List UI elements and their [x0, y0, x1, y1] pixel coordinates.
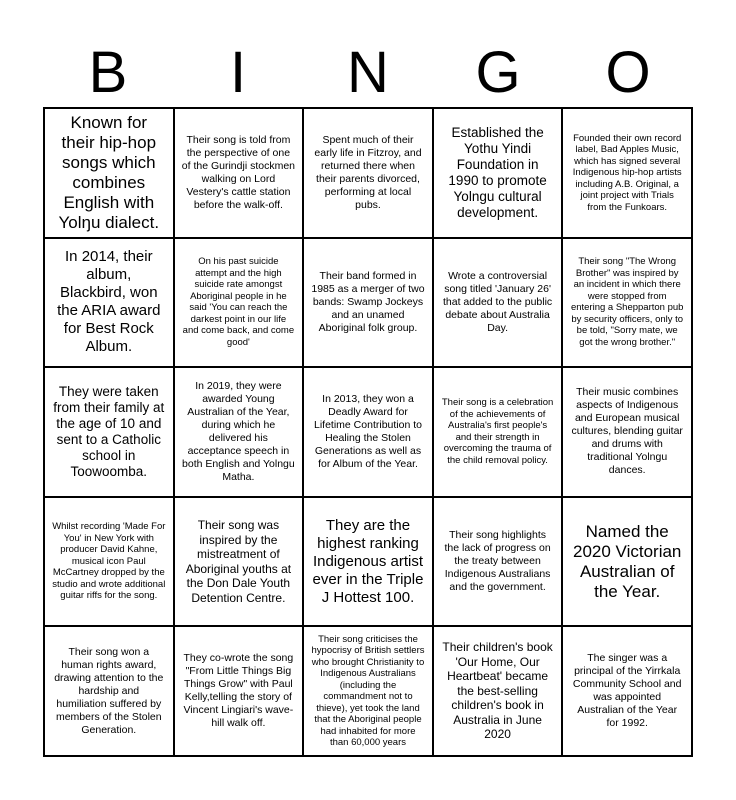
bingo-cell-r5-c1[interactable]	[44, 626, 174, 756]
bingo-cell-r5-c4[interactable]	[433, 626, 563, 756]
cell-text: Their song was inspired by the mistreatment of Aboriginal youths at the Don Dale Youth Detention Centre.	[185, 518, 292, 605]
cell-text: Named the 2020 Victorian Australian of the Year.	[573, 521, 682, 601]
bingo-cell-r5-c5[interactable]	[562, 626, 692, 756]
bingo-cell-r4-c5[interactable]	[562, 497, 692, 627]
bingo-cell-r5-c3[interactable]	[303, 626, 433, 756]
bingo-cell-r5-c2[interactable]	[174, 626, 304, 756]
bingo-cell-r3-c3[interactable]	[303, 367, 433, 497]
bingo-cell-r1-c4[interactable]	[433, 108, 563, 238]
cell-text: Their song highlights the lack of progress on the treaty between Indigenous Australians and the government.	[444, 529, 551, 594]
bingo-cell-r3-c2[interactable]	[174, 367, 304, 497]
bingo-cell-r3-c1[interactable]	[44, 367, 174, 497]
cell-text: Their band formed in 1985 as a merger of two bands: Swamp Jockeys and an unamed Aboriginal folk group.	[311, 269, 425, 334]
cell-text: They are the highest ranking Indigenous artist ever in the Triple J Hottest 100.	[312, 516, 424, 606]
bingo-cell-r1-c2[interactable]	[174, 108, 304, 238]
header-letter-i: I	[229, 40, 247, 105]
cell-text: Their music combines aspects of Indigenous and European musical cultures, blending guitar and drums with traditional Yolngu dances.	[571, 386, 683, 477]
cell-text: Founded their own record label, Bad Apples Music, which has signed several Indigenous hip-hop artists including A.B. Original, a joint project with Trials from the Funkoars.	[572, 132, 682, 213]
bingo-cell-r3-c4[interactable]	[433, 367, 563, 497]
cell-text: In 2013, they won a Deadly Award for Lifetime Contribution to Healing the Stolen Generations as well as for Album of the Year.	[314, 392, 422, 470]
bingo-cell-r2-c5[interactable]	[562, 238, 692, 368]
cell-text: Their children's book 'Our Home, Our Heartbeat' became the best-selling children's book in Australia in June 2020	[442, 640, 553, 742]
bingo-header	[43, 38, 693, 108]
cell-text: Their song won a human rights award, drawing attention to the hardship and humiliation suffered by members of the Stolen Generation.	[54, 645, 164, 736]
bingo-cell-r2-c1[interactable]	[44, 238, 174, 368]
header-letter-n: N	[347, 40, 389, 105]
cell-text: Spent much of their early life in Fitzroy, and returned there when their parents divorced, performing at local pubs.	[314, 133, 422, 211]
bingo-cell-r4-c4[interactable]	[433, 497, 563, 627]
bingo-cell-r4-c3[interactable]	[303, 497, 433, 627]
bingo-cell-r1-c3[interactable]	[303, 108, 433, 238]
bingo-cell-r2-c2[interactable]	[174, 238, 304, 368]
cell-text: Whilst recording 'Made For You' in New York with producer David Kahne, musical icon Paul McCartney dropped by the studio and wrote additional guitar riffs for the song.	[52, 521, 166, 602]
bingo-cell-r2-c3[interactable]	[303, 238, 433, 368]
cell-text: In 2019, they were awarded Young Australian of the Year, during which he delivered his acceptance speech in both English and Yolngu Matha.	[182, 379, 295, 483]
bingo-cell-r1-c5[interactable]	[562, 108, 692, 238]
cell-text: Wrote a controversial song titled 'January 26' that added to the public debate about Australia Day.	[443, 269, 553, 334]
cell-text: In 2014, their album, Blackbird, won the ARIA award for Best Rock Album.	[57, 248, 161, 356]
cell-text: Established the Yothu Yindi Foundation in 1990 to promote Yolngu cultural development.	[448, 124, 547, 220]
header-letter-o: O	[605, 40, 651, 105]
cell-text: On his past suicide attempt and the high suicide rate amongst Aboriginal people in he said 'You can reach the darkest point in our life and come back, and come good'	[182, 256, 295, 348]
header-letter-g: G	[475, 40, 521, 105]
cell-text: Their song "The Wrong Brother" was inspired by an incident in which there were stopped from entering a Shepparton pub by security officers, only to be told, "Sorry mate, we got the wrong brother."	[570, 256, 684, 348]
cell-text: They were taken from their family at the age of 10 and sent to a Catholic school in Toowoomba.	[53, 383, 165, 479]
cell-text: Their song criticises the hypocrisy of British settlers who brought Christianity to Indigenous Australians (including the commandment not to thieve), yet took the land that the Aboriginal people had inhabited for more than 60,000 years	[311, 633, 425, 749]
cell-text: Their song is a celebration of the achievements of Australia's first people's and their strength in overcoming the trauma of the child removal policy.	[441, 397, 554, 466]
bingo-cell-r4-c2[interactable]	[174, 497, 304, 627]
header-letter-b: B	[88, 40, 128, 105]
bingo-grid	[43, 107, 693, 757]
cell-text: They co-wrote the song "From Little Things Big Things Grow" with Paul Kelly,telling the story of Vincent Lingiari's wave-hill walk off.	[183, 652, 294, 730]
bingo-cell-r2-c4[interactable]	[433, 238, 563, 368]
bingo-cell-r4-c1[interactable]	[44, 497, 174, 627]
cell-text: The singer was a principal of the Yirrkala Community School and was appointed Australian of the Year for 1992.	[572, 652, 682, 730]
bingo-cell-r3-c5[interactable]	[562, 367, 692, 497]
cell-text: Their song is told from the perspective of one of the Gurindji stockmen walking on Lord Vestery's cattle station before the walk-off.	[181, 133, 295, 211]
cell-text: Known for their hip-hop songs which combines English with Yolŋu dialect.	[58, 112, 160, 232]
bingo-cell-r1-c1[interactable]	[44, 108, 174, 238]
